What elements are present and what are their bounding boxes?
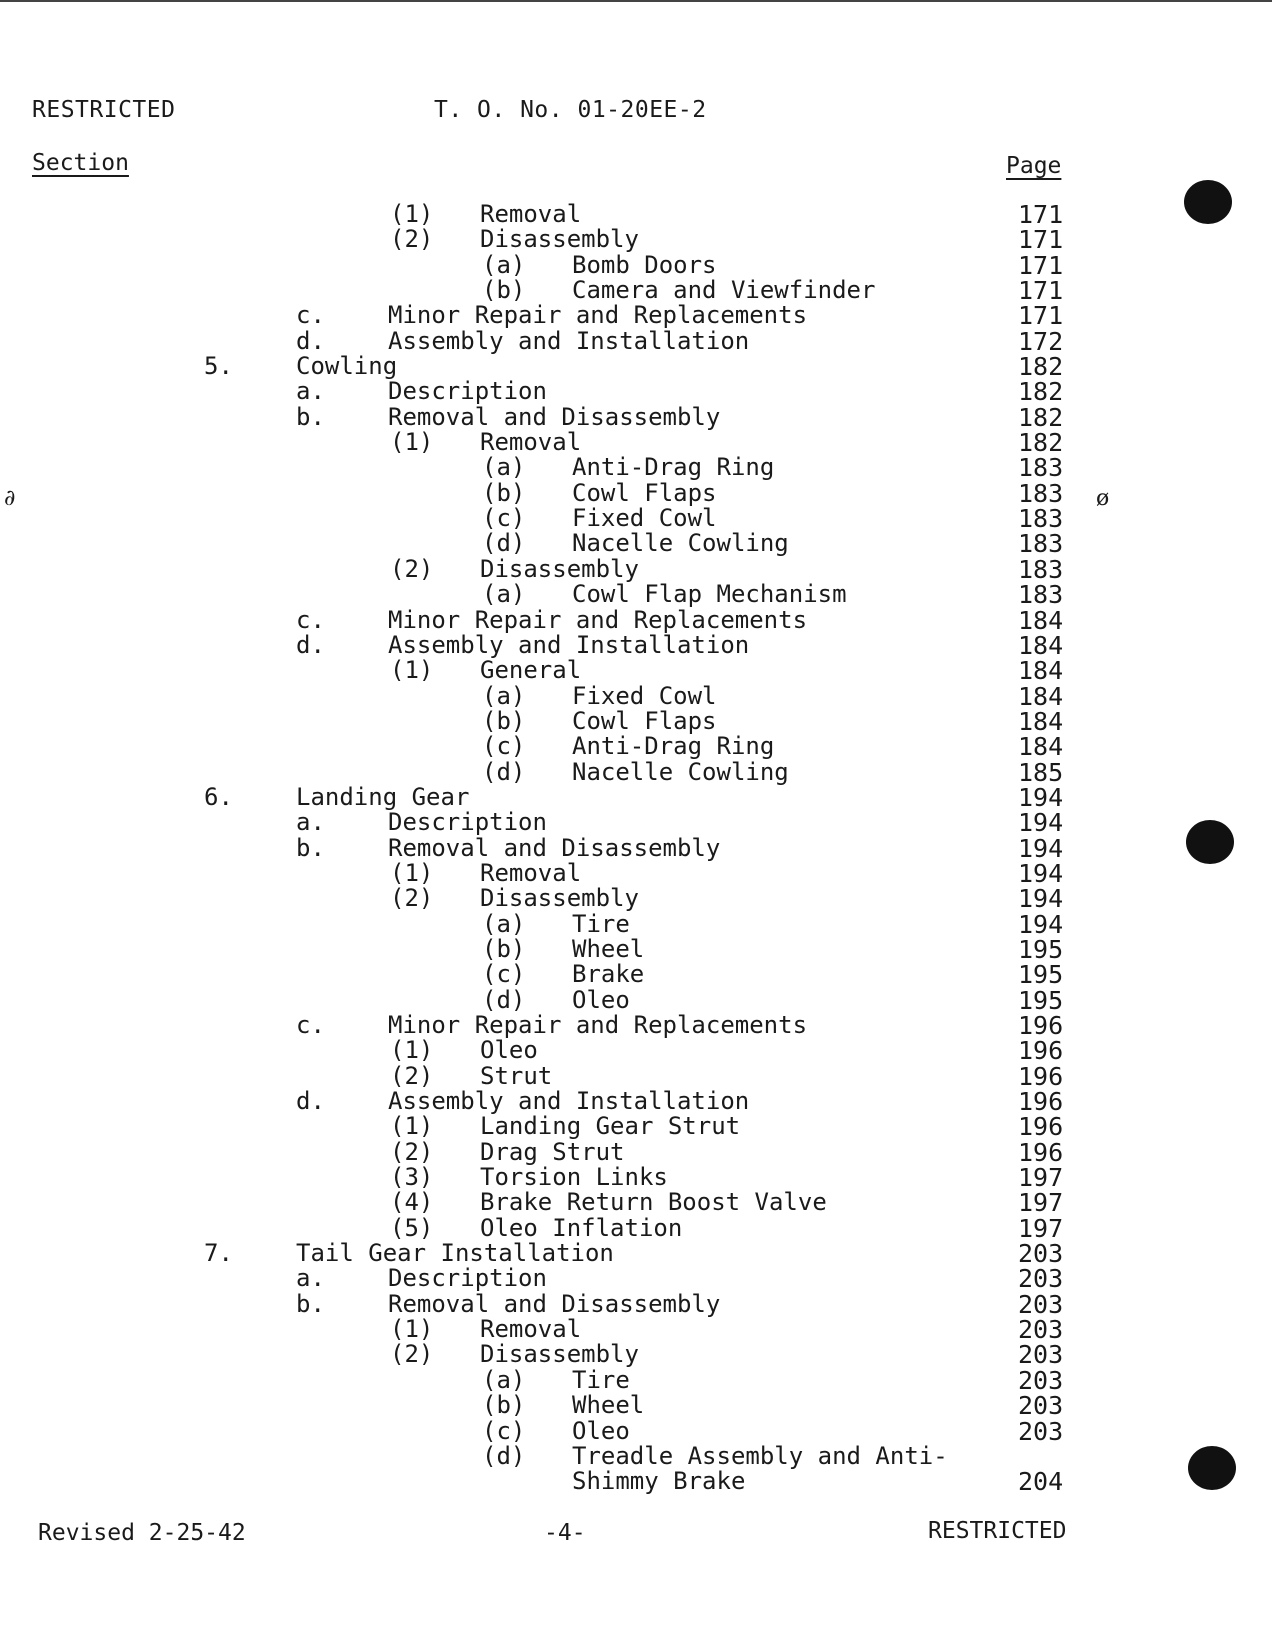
toc-entry-number: c. (296, 1011, 325, 1039)
toc-entry-title: Wheel (572, 1391, 645, 1420)
toc-entry-number: (2) (390, 1061, 434, 1090)
toc-entry-page: 182 (1018, 428, 1064, 458)
toc-entry (0, 732, 1272, 762)
toc-entry-number: (1) (390, 858, 434, 887)
toc-entry-title: Brake Return Boost Valve (480, 1188, 827, 1217)
document-number: T. O. No. 01-20EE-2 (434, 97, 707, 123)
toc-entry-title: Disassembly (480, 884, 639, 913)
toc-entry-title: Shimmy Brake (572, 1467, 746, 1496)
toc-entry (0, 1467, 1272, 1497)
toc-entry-page: 182 (1018, 352, 1064, 382)
toc-entry-number: (1) (390, 200, 434, 228)
toc-entry-page: 183 (1018, 453, 1064, 483)
toc-entry (0, 985, 1272, 1015)
toc-entry (0, 858, 1272, 888)
toc-entry-number: (2) (390, 554, 434, 583)
toc-entry-page: 184 (1018, 681, 1064, 711)
toc-entry-number: (b) (482, 478, 526, 507)
toc-entry-title: Wheel (572, 934, 645, 963)
toc-entry (0, 225, 1272, 255)
toc-entry-number: (b) (482, 706, 526, 735)
toc-entry-page: 204 (1018, 1467, 1064, 1497)
toc-entry (0, 428, 1272, 458)
toc-entry (0, 1013, 1272, 1038)
toc-entry (0, 529, 1272, 559)
toc-entry-number: (c) (482, 1416, 526, 1445)
toc-entry-page: 196 (1018, 1061, 1064, 1091)
toc-entry-number: (c) (482, 504, 526, 533)
toc-entry-title: Strut (480, 1061, 553, 1090)
toc-entry-page: 203 (1018, 1340, 1064, 1370)
toc-entry (0, 808, 1272, 838)
page-column-label: Page (1006, 153, 1062, 179)
toc-entry-number: d. (296, 326, 325, 355)
toc-entry (0, 656, 1272, 686)
scan-edge-line (0, 0, 1272, 2)
binder-hole (1188, 1446, 1236, 1490)
toc-entry-page: 196 (1018, 1011, 1064, 1040)
toc-entry-title: Nacelle Cowling (572, 757, 789, 786)
toc-entry-page: 184 (1018, 656, 1064, 686)
toc-entry-title: Minor Repair and Replacements (388, 1011, 808, 1039)
toc-entry-number: a. (296, 808, 325, 837)
toc-entry-page: 184 (1018, 732, 1064, 762)
toc-entry-number: (4) (390, 1188, 434, 1217)
toc-entry-number: b. (296, 833, 325, 862)
toc-entry-page: 184 (1018, 706, 1064, 736)
toc-entry (0, 1036, 1272, 1066)
toc-entry-number: (2) (390, 1137, 434, 1166)
toc-entry-title: Drag Strut (480, 1137, 625, 1166)
toc-entry-page: 183 (1018, 554, 1064, 584)
toc-entry-number: (d) (482, 985, 526, 1014)
toc-entry-title: Fixed Cowl (572, 681, 717, 710)
toc-entry-title: Oleo (572, 1416, 630, 1445)
toc-entry (0, 1365, 1272, 1395)
toc-entry-title: Bomb Doors (572, 250, 717, 279)
toc-entry-title: Cowling (296, 352, 398, 381)
toc-entry (0, 504, 1272, 534)
toc-entry (0, 453, 1272, 483)
toc-entry-title: Assembly and Installation (388, 630, 750, 659)
toc-entry-title: Landing Gear Strut (480, 1112, 741, 1141)
toc-entry-number: d. (296, 1087, 325, 1116)
toc-entry (0, 1061, 1272, 1091)
toc-entry-number: (2) (390, 1340, 434, 1369)
toc-entry-title: Disassembly (480, 225, 639, 254)
toc-entry (0, 326, 1272, 356)
toc-entry-number: (1) (390, 1112, 434, 1141)
toc-entry (0, 352, 1272, 382)
toc-entry-number: (b) (482, 934, 526, 963)
toc-entry-number: (1) (390, 1036, 434, 1065)
toc-entry-title: Disassembly (480, 554, 639, 583)
toc-entry-page: 171 (1018, 250, 1064, 280)
toc-entry (0, 782, 1272, 812)
toc-entry-number: d. (296, 630, 325, 659)
toc-entry-number: (d) (482, 529, 526, 558)
toc-entry-title: Oleo Inflation (480, 1213, 683, 1242)
toc-entry (0, 580, 1272, 610)
toc-entry-number: (a) (482, 580, 526, 609)
toc-entry-title: Assembly and Installation (388, 1087, 750, 1116)
toc-entry-page: 195 (1018, 934, 1064, 964)
toc-entry-number: (3) (390, 1163, 434, 1192)
toc-entry-title: Removal (480, 200, 582, 228)
toc-entry (0, 554, 1272, 584)
toc-entry-number: a. (296, 377, 325, 406)
toc-entry-title: Removal and Disassembly (388, 833, 721, 862)
toc-entry-title: Nacelle Cowling (572, 529, 789, 558)
toc-entry-title: Assembly and Installation (388, 326, 750, 355)
toc-entry-title: General (480, 656, 582, 685)
toc-entry (0, 202, 1272, 227)
toc-entry (0, 884, 1272, 914)
toc-entry-page: 171 (1018, 200, 1064, 229)
margin-mark-right: ø (1096, 486, 1110, 511)
toc-entry-page: 183 (1018, 580, 1064, 610)
toc-entry (0, 960, 1272, 990)
classification-footer: RESTRICTED (928, 1518, 1067, 1544)
toc-entry (0, 250, 1272, 280)
toc-entry-page: 194 (1018, 909, 1064, 939)
toc-entry-page: 196 (1018, 1112, 1064, 1142)
toc-entry-title: Tail Gear Installation (296, 1239, 614, 1268)
toc-entry-number: (1) (390, 1315, 434, 1344)
toc-entry-title: Oleo (480, 1036, 538, 1065)
toc-entry (0, 1163, 1272, 1193)
toc-entry-page: 194 (1018, 808, 1064, 838)
toc-entry-page: 171 (1018, 225, 1064, 255)
toc-entry-page: 195 (1018, 960, 1064, 990)
toc-entry (0, 276, 1272, 306)
toc-entry-page: 171 (1018, 276, 1064, 306)
toc-entry-number: (a) (482, 681, 526, 710)
toc-entry-number: (2) (390, 884, 434, 913)
toc-entry-page: 203 (1018, 1289, 1064, 1319)
toc-entry-number: (2) (390, 225, 434, 254)
toc-entry-number: (d) (482, 1441, 526, 1470)
toc-entry-number: (b) (482, 276, 526, 305)
toc-entry-title: Minor Repair and Replacements (388, 605, 808, 634)
toc-entry-page: 203 (1018, 1365, 1064, 1395)
toc-entry (0, 706, 1272, 736)
toc-entry-title: Removal (480, 428, 582, 457)
toc-entry (0, 833, 1272, 863)
toc-entry-page: 182 (1018, 402, 1064, 432)
toc-entry-title: Camera and Viewfinder (572, 276, 876, 305)
toc-entry-page: 203 (1018, 1239, 1064, 1269)
toc-entry-title: Cowl Flap Mechanism (572, 580, 847, 609)
toc-entry-number: c. (296, 605, 325, 634)
toc-entry (0, 1112, 1272, 1142)
toc-entry-title: Fixed Cowl (572, 504, 717, 533)
toc-entry-title: Anti-Drag Ring (572, 732, 775, 761)
toc-entry (0, 605, 1272, 635)
toc-entry-number: (b) (482, 1391, 526, 1420)
toc-entry-page: 183 (1018, 529, 1064, 559)
binder-hole (1186, 820, 1234, 864)
toc-entry (0, 681, 1272, 711)
toc-entry-page: 196 (1018, 1036, 1064, 1066)
toc-entry (0, 934, 1272, 964)
toc-entry-page: 194 (1018, 858, 1064, 888)
toc-entry-page: 197 (1018, 1213, 1064, 1243)
toc-entry-number: (a) (482, 453, 526, 482)
toc-entry-number: (5) (390, 1213, 434, 1242)
binder-hole (1184, 180, 1232, 224)
toc-entry-page: 194 (1018, 884, 1064, 914)
revision-date: Revised 2-25-42 (38, 1520, 246, 1546)
page-number: -4- (544, 1520, 586, 1546)
toc-entry (0, 1315, 1272, 1345)
toc-entry (0, 630, 1272, 660)
toc-entry-title: Cowl Flaps (572, 706, 717, 735)
classification-header: RESTRICTED (32, 97, 176, 123)
toc-entry (0, 478, 1272, 508)
toc-entry (0, 1264, 1272, 1294)
toc-entry-number: (a) (482, 1365, 526, 1394)
toc-entry-title: Treadle Assembly and Anti- (572, 1441, 948, 1470)
toc-entry-title: Removal and Disassembly (388, 1289, 721, 1318)
toc-entry-number: (1) (390, 656, 434, 685)
toc-entry-page: 185 (1018, 757, 1064, 787)
toc-entry-number: c. (296, 301, 325, 330)
toc-entry (0, 1239, 1272, 1269)
toc-entry-page: 194 (1018, 833, 1064, 863)
toc-entry-number: b. (296, 402, 325, 431)
toc-entry (0, 909, 1272, 939)
table-of-contents (0, 202, 1272, 1495)
toc-entry-page: 171 (1018, 301, 1064, 331)
toc-entry-page: 196 (1018, 1087, 1064, 1117)
toc-entry-title: Removal (480, 1315, 582, 1344)
margin-mark-left: ∂ (4, 486, 16, 511)
toc-entry-title: Landing Gear (296, 782, 470, 811)
toc-entry-page: 197 (1018, 1163, 1064, 1193)
toc-entry-number: 5. (204, 352, 233, 381)
toc-entry (0, 1441, 1272, 1470)
toc-entry (0, 1087, 1272, 1117)
toc-entry-page: 172 (1018, 326, 1064, 356)
toc-entry-title: Minor Repair and Replacements (388, 301, 808, 330)
toc-entry-page: 197 (1018, 1188, 1064, 1218)
toc-entry-page: 183 (1018, 478, 1064, 508)
toc-entry-page: 203 (1018, 1391, 1064, 1421)
toc-entry-number: (d) (482, 757, 526, 786)
toc-entry-title: Description (388, 1264, 547, 1293)
toc-entry-page: 203 (1018, 1416, 1064, 1446)
toc-entry-page: 184 (1018, 630, 1064, 660)
toc-entry-title: Cowl Flaps (572, 478, 717, 507)
toc-entry-title: Tire (572, 1365, 630, 1394)
toc-entry (0, 402, 1272, 432)
toc-entry-title: Tire (572, 909, 630, 938)
toc-entry-title: Torsion Links (480, 1163, 668, 1192)
toc-entry-number: (a) (482, 250, 526, 279)
toc-entry-number: a. (296, 1264, 325, 1293)
toc-entry-page: 194 (1018, 782, 1064, 812)
toc-entry-title: Brake (572, 960, 645, 989)
toc-entry-number: (c) (482, 960, 526, 989)
toc-entry (0, 1391, 1272, 1421)
toc-entry-page: 184 (1018, 605, 1064, 635)
section-column-label: Section (32, 150, 129, 176)
toc-entry (0, 377, 1272, 407)
toc-entry-number: (1) (390, 428, 434, 457)
toc-entry-title: Disassembly (480, 1340, 639, 1369)
toc-entry-number: (c) (482, 732, 526, 761)
toc-entry-title: Description (388, 377, 547, 406)
toc-entry-number: b. (296, 1289, 325, 1318)
toc-entry (0, 1213, 1272, 1243)
toc-entry (0, 1137, 1272, 1167)
toc-entry-title: Oleo (572, 985, 630, 1014)
toc-entry-title: Description (388, 808, 547, 837)
toc-entry-number: (a) (482, 909, 526, 938)
toc-entry (0, 757, 1272, 787)
toc-entry (0, 301, 1272, 331)
toc-entry-page: 195 (1018, 985, 1064, 1015)
toc-entry (0, 1289, 1272, 1319)
toc-entry (0, 1340, 1272, 1370)
toc-entry-page: 203 (1018, 1264, 1064, 1294)
toc-entry-page: 203 (1018, 1315, 1064, 1345)
toc-entry-number: 6. (204, 782, 233, 811)
toc-entry-title: Removal (480, 858, 582, 887)
toc-entry-number: 7. (204, 1239, 233, 1268)
toc-entry-title: Removal and Disassembly (388, 402, 721, 431)
toc-entry (0, 1416, 1272, 1446)
toc-entry-page: 183 (1018, 504, 1064, 534)
toc-entry-page: 196 (1018, 1137, 1064, 1167)
toc-entry-page: 182 (1018, 377, 1064, 407)
toc-entry (0, 1188, 1272, 1218)
toc-entry-title: Anti-Drag Ring (572, 453, 775, 482)
